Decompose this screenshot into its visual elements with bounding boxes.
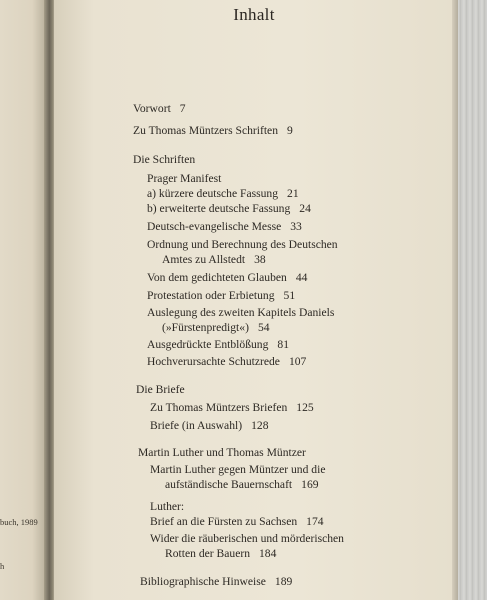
toc-page-number: 21 xyxy=(287,187,299,200)
toc-section-heading: Die Briefe xyxy=(136,383,185,396)
toc-entry-brief-fuersten xyxy=(150,515,324,528)
toc-group-heading: Prager Manifest xyxy=(147,172,222,185)
toc-entry-title: Zu Thomas Müntzers Schriften xyxy=(133,124,279,137)
toc-page-number: 184 xyxy=(259,547,277,560)
toc-entry-title: Hochverursachte Schutzrede xyxy=(147,355,280,368)
toc-entry-title: b) erweiterte deutsche Fassung xyxy=(147,202,291,215)
toc-entry-title: Briefe (in Auswahl) xyxy=(150,419,243,432)
toc-entry-title: Vorwort xyxy=(133,102,171,115)
toc-entry-protestation xyxy=(147,289,295,302)
toc-entry-title: Rotten der Bauern xyxy=(165,547,250,560)
toc-section-heading: Die Schriften xyxy=(133,153,196,166)
toc-page-number: 125 xyxy=(296,401,314,414)
toc-group-heading: Luther: xyxy=(150,500,185,513)
toc-entry-title: a) kürzere deutsche Fassung xyxy=(147,187,279,200)
toc-page-number: 7 xyxy=(179,102,186,115)
toc-entry-prager-a xyxy=(147,187,299,200)
toc-page-number: 51 xyxy=(283,289,296,302)
toc-entry-schriften-intro xyxy=(133,124,293,137)
toc-entry-entbloessung xyxy=(147,338,289,351)
contents-page xyxy=(54,0,454,600)
toc-page-number: 38 xyxy=(254,253,266,266)
toc-entry-title: Bibliographische Hinweise xyxy=(140,575,266,588)
toc-entry-title: Ausgedrückte Entblößung xyxy=(147,338,269,351)
toc-entry-prager-b xyxy=(147,202,311,215)
toc-entry-glauben xyxy=(147,271,307,284)
toc-entry-auslegung-line1: Auslegung des zweiten Kapitels Daniels xyxy=(147,306,335,319)
toc-entry-briefe-auswahl xyxy=(150,419,268,432)
toc-entry-messe xyxy=(147,220,302,233)
toc-page-number: 128 xyxy=(251,419,269,432)
toc-page-number: 33 xyxy=(290,220,302,233)
page-edge xyxy=(452,0,458,600)
toc-page-number: 44 xyxy=(295,271,308,284)
toc-entry-briefe-intro xyxy=(150,401,314,414)
toc-entry-title: Deutsch-evangelische Messe xyxy=(147,220,282,233)
toc-page-number: 174 xyxy=(306,515,324,528)
toc-entry-schutzrede xyxy=(147,355,306,368)
toc-entry-title: (»Fürstenpredigt«) xyxy=(162,321,249,334)
toc-entry-bibliographie xyxy=(140,575,292,588)
toc-page-number: 169 xyxy=(301,478,319,491)
toc-entry-title: Zu Thomas Müntzers Briefen xyxy=(150,401,288,414)
toc-entry-wider-line1: Wider die räuberischen und mörderischen xyxy=(150,532,344,545)
left-page-fragment: h xyxy=(0,561,5,571)
toc-entry-title: Amtes zu Allstedt xyxy=(162,253,246,266)
toc-entry-vorwort xyxy=(133,102,186,115)
left-page xyxy=(0,0,46,600)
toc-page-number: 54 xyxy=(257,321,270,334)
toc-page-number: 107 xyxy=(288,355,307,368)
toc-entry-luther-gegen xyxy=(165,478,319,491)
toc-entry-wider xyxy=(165,547,276,560)
toc-entry-ordnung-line1: Ordnung und Berechnung des Deutschen xyxy=(147,238,338,251)
left-page-fragment: buch, 1989 xyxy=(0,517,38,527)
toc-entry-title: Brief an die Fürsten zu Sachsen xyxy=(150,515,298,528)
toc-page-number: 24 xyxy=(299,202,311,215)
toc-entry-ordnung xyxy=(162,253,266,266)
toc-entry-title: Von dem gedichteten Glauben xyxy=(147,271,287,284)
toc-page-number: 189 xyxy=(274,575,293,588)
toc-entry-title: Protestation oder Erbietung xyxy=(147,289,275,302)
toc-entry-luther-gegen-line1: Martin Luther gegen Müntzer und die xyxy=(150,463,326,476)
toc-entry-title: aufständische Bauernschaft xyxy=(165,478,293,491)
toc-section-heading: Martin Luther und Thomas Müntzer xyxy=(138,446,306,459)
toc-page-number: 9 xyxy=(287,124,293,137)
page-title: Inhalt xyxy=(233,5,275,24)
toc-entry-auslegung xyxy=(162,321,270,334)
toc-page-number: 81 xyxy=(277,338,289,351)
